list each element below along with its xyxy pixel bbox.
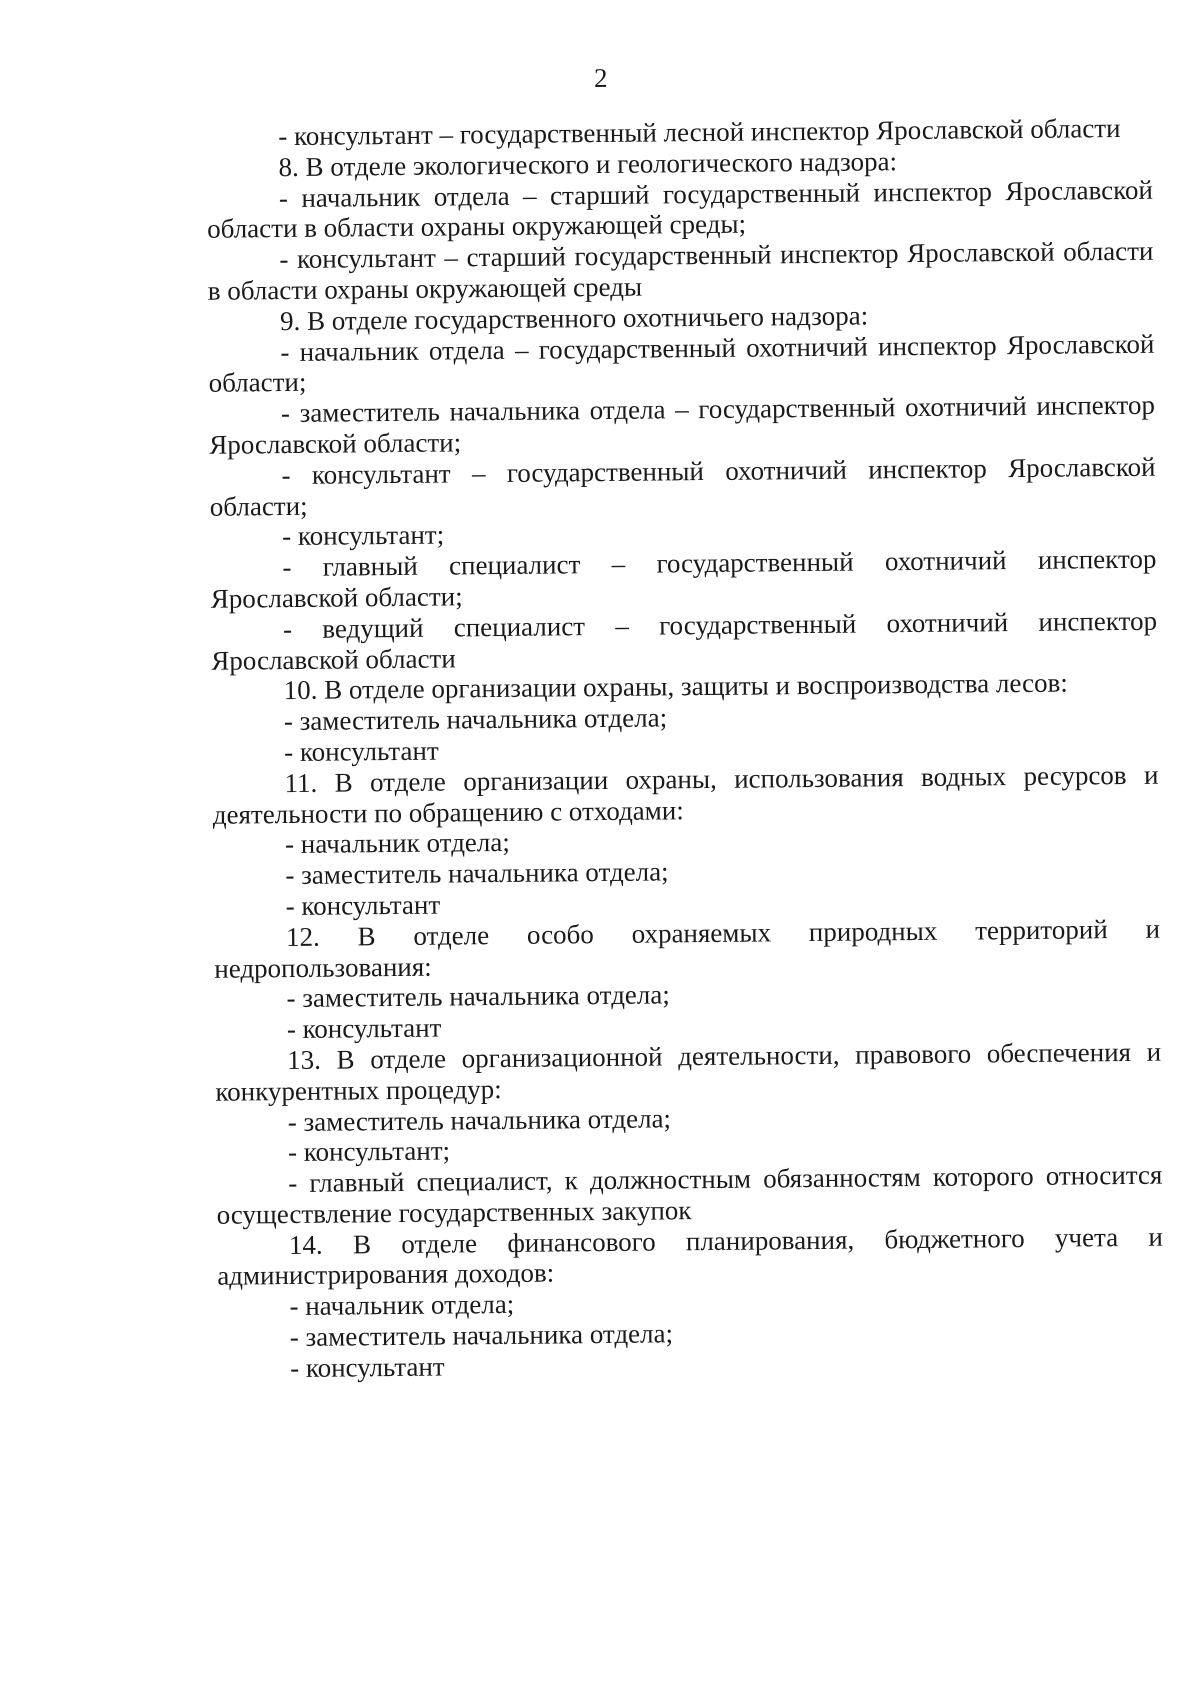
page-number: 2 [593,62,608,94]
list-item: - консультант – государственный охотничий инспектор Ярославской области; [209,451,1156,522]
list-item: - заместитель начальника отдела; [285,856,669,891]
list-item: - заместитель начальника отдела; [286,979,670,1014]
list-item: - начальник отдела – старший государственный инспектор Ярославской области в области охраны окружающей среды; [207,174,1153,245]
list-item: - начальник отдела; [284,827,510,860]
section-heading: 8. В отделе экологического и геологического надзора: [278,145,898,182]
list-item: - главный специалист, к должностным обязанностям которого относится осуществление государственных закупок [216,1159,1163,1230]
list-item: - заместитель начальника отдела – государственный охотничий инспектор Ярославской области; [209,389,1156,460]
document-body [206,113,1164,1385]
section-heading: 12. В отделе особо охраняемых природных территорий и недропользования: [214,913,1161,984]
list-item: - начальник отдела – государственный охотничий инспектор Ярославской области; [208,328,1155,399]
list-item: - консультант [286,1012,442,1045]
list-item: - консультант [285,889,441,921]
section-heading: 10. В отделе организации охраны, защиты и воспроизводства лесов: [283,667,1068,706]
list-item: - консультант [284,735,439,768]
paragraph: - консультант – государственный лесной инспектор Ярославской области [278,113,1121,152]
list-item: - консультант – старший государственный инспектор Ярославской области в области охраны окружающей среды [207,235,1154,306]
list-item: - консультант; [287,1135,451,1168]
list-item: - главный специалист – государственный охотничий инспектор Ярославской области; [210,543,1157,614]
list-item: - заместитель начальника отдела; [283,702,668,737]
list-item: - ведущий специалист – государственный охотничий инспектор Ярославской области [211,605,1158,676]
list-item: - консультант [289,1351,445,1383]
list-item: - заместитель начальника отдела; [287,1102,672,1137]
list-item: - консультант; [281,519,445,552]
list-item: - начальник отдела; [289,1289,515,1322]
section-heading: 13. В отделе организационной деятельности, правового обеспечения и конкурентных процедур: [215,1036,1162,1107]
section-heading: 14. В отделе финансового планирования, бюджетного учета и администрирования доходов: [217,1221,1164,1292]
section-heading: 9. В отделе государственного охотничьего надзора: [279,300,869,336]
section-heading: 11. В отделе организации охраны, использования водных ресурсов и деятельности по обращению с отходами: [212,759,1159,830]
list-item: - заместитель начальника отдела; [289,1318,674,1353]
